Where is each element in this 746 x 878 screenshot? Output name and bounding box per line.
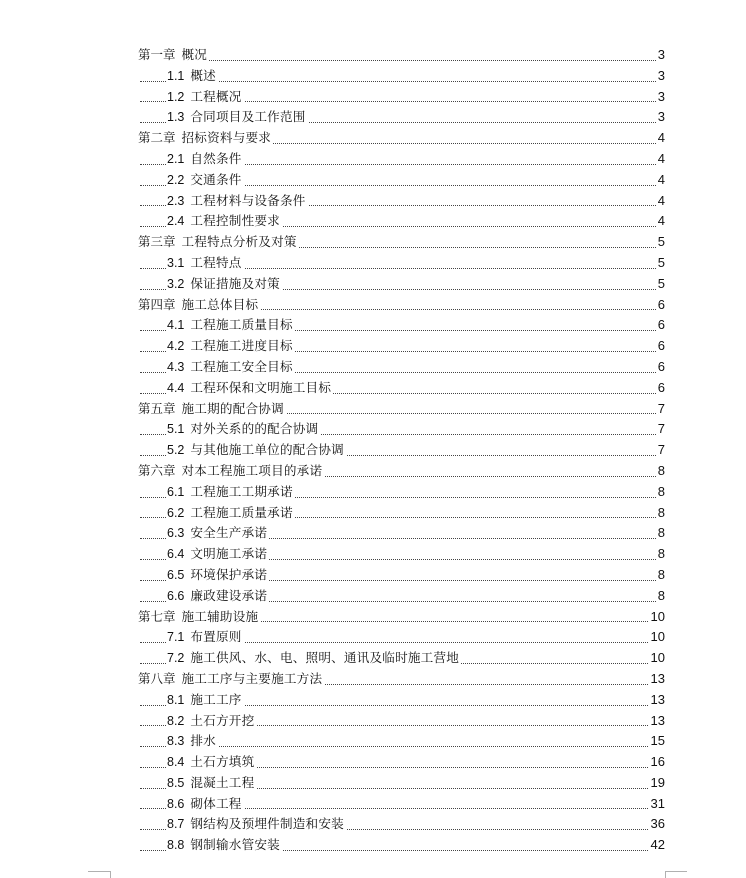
toc-entry-title: 砌体工程: [190, 795, 242, 811]
toc-section-entry[interactable]: [0, 482, 746, 503]
crop-mark-bottom-left-h: [88, 871, 110, 872]
toc-entry-title: 混凝土工程: [190, 774, 255, 790]
toc-section-entry[interactable]: [0, 565, 746, 586]
toc-entry-number: 8.2: [167, 713, 185, 728]
toc-page-number: 19: [649, 773, 665, 794]
toc-entry-label: [167, 752, 256, 773]
toc-entry-number: 8.7: [167, 817, 185, 832]
toc-page-number: 15: [649, 731, 665, 752]
toc-entry-number: 第五章: [138, 401, 176, 416]
toc-section-entry[interactable]: [0, 835, 746, 856]
toc-page-number: 3: [656, 66, 665, 87]
toc-entry-number: 6.5: [167, 567, 185, 582]
toc-entry-number: 3.2: [167, 276, 185, 291]
toc-entry-label: [167, 482, 295, 503]
toc-page-number: 6: [656, 378, 665, 399]
toc-entry-label: [167, 419, 320, 440]
toc-page-number: 10: [649, 648, 665, 669]
toc-dot-leader: [140, 66, 664, 87]
toc-entry-number: 1.1: [167, 68, 185, 83]
toc-page-number: 42: [649, 835, 665, 856]
toc-section-entry[interactable]: [0, 274, 746, 295]
toc-entry-title: 施工供风、水、电、照明、通讯及临时施工营地: [190, 650, 460, 666]
toc-entry-label: [138, 461, 324, 482]
toc-entry-title: 交通条件: [190, 171, 242, 187]
toc-entry-number: 第七章: [138, 609, 176, 624]
toc-page-number: 6: [656, 295, 665, 316]
toc-entry-title: 自然条件: [190, 150, 242, 166]
toc-entry-title: 工程环保和文明施工目标: [190, 379, 332, 395]
toc-entry-title: 工程控制性要求: [190, 213, 280, 229]
toc-entry-number: 1.2: [167, 89, 185, 104]
toc-section-entry[interactable]: [0, 170, 746, 191]
toc-section-entry[interactable]: [0, 752, 746, 773]
toc-entry-label: [138, 232, 299, 253]
toc-entry-label: [167, 627, 244, 648]
toc-page-number: 4: [656, 191, 665, 212]
toc-dot-leader: [140, 731, 664, 752]
toc-section-entry[interactable]: [0, 66, 746, 87]
toc-page-number: 8: [656, 586, 665, 607]
toc-page-number: 13: [649, 711, 665, 732]
toc-page-number: 5: [656, 274, 665, 295]
toc-entry-number: 2.3: [167, 193, 185, 208]
toc-page-number: 6: [656, 315, 665, 336]
toc-entry-label: [138, 399, 286, 420]
toc-entry-title: 钢制输水管安装: [190, 837, 280, 853]
toc-entry-title: 概况: [181, 47, 208, 62]
toc-page-number: 4: [656, 211, 665, 232]
toc-entry-title: 工程施工质量目标: [190, 317, 293, 333]
toc-entry-label: [167, 835, 282, 856]
toc-entry-label: [138, 128, 273, 149]
toc-entry-number: 8.3: [167, 734, 185, 749]
toc-entry-label: [167, 66, 218, 87]
toc-entry-label: [167, 648, 461, 669]
toc-section-entry[interactable]: [0, 191, 746, 212]
toc-entry-title: 工程特点分析及对策: [181, 234, 297, 250]
toc-entry-label: [167, 253, 244, 274]
toc-entry-number: 4.4: [167, 380, 185, 395]
toc-entry-title: 工程施工工期承诺: [190, 483, 293, 499]
toc-entry-number: 8.5: [167, 775, 185, 790]
toc-entry-label: [167, 378, 333, 399]
toc-page-number: 8: [656, 565, 665, 586]
toc-section-entry[interactable]: [0, 357, 746, 378]
toc-page-number: 31: [649, 794, 665, 815]
toc-page-number: 10: [649, 627, 665, 648]
toc-section-entry[interactable]: [0, 107, 746, 128]
toc-entry-number: 第二章: [138, 131, 176, 146]
toc-section-entry[interactable]: [0, 440, 746, 461]
toc-entry-label: [167, 191, 308, 212]
toc-page-number: 13: [649, 690, 665, 711]
toc-entry-title: 工程特点: [190, 254, 242, 270]
crop-mark-bottom-right-h: [665, 871, 687, 872]
toc-entry-number: 8.8: [167, 838, 185, 853]
toc-entry-label: [138, 295, 260, 316]
toc-section-entry[interactable]: [0, 773, 746, 794]
toc-page-number: 4: [656, 128, 665, 149]
toc-section-entry[interactable]: [0, 523, 746, 544]
toc-entry-number: 6.6: [167, 588, 185, 603]
toc-entry-title: 排水: [190, 733, 216, 749]
toc-entry-title: 文明施工承诺: [190, 546, 268, 562]
toc-section-entry[interactable]: [0, 315, 746, 336]
toc-entry-title: 对本工程施工项目的承诺: [181, 462, 323, 478]
toc-entry-title: 施工期的配合协调: [181, 400, 284, 416]
toc-entry-title: 招标资料与要求: [181, 130, 272, 146]
toc-entry-number: 4.3: [167, 359, 185, 374]
toc-entry-title: 廉政建设承诺: [190, 587, 268, 603]
toc-entry-label: [167, 87, 244, 108]
toc-entry-label: [167, 315, 295, 336]
toc-chapter-entry[interactable]: [0, 232, 746, 253]
toc-entry-number: 6.1: [167, 484, 185, 499]
toc-entry-title: 土石方开挖: [190, 712, 255, 728]
toc-section-entry[interactable]: [0, 814, 746, 835]
toc-chapter-entry[interactable]: [0, 128, 746, 149]
toc-page-number: 3: [656, 87, 665, 108]
toc-section-entry[interactable]: [0, 503, 746, 524]
toc-entry-title: 保证措施及对策: [190, 275, 280, 291]
toc-chapter-entry[interactable]: [0, 45, 746, 66]
toc-page-number: 36: [649, 814, 665, 835]
toc-dot-leader: [140, 45, 664, 66]
toc-entry-number: 5.1: [167, 422, 185, 437]
toc-entry-label: [167, 565, 269, 586]
toc-entry-title: 工程施工进度目标: [190, 338, 293, 354]
toc-page-number: 6: [656, 336, 665, 357]
toc-entry-label: [167, 690, 244, 711]
toc-section-entry[interactable]: [0, 711, 746, 732]
toc-section-entry[interactable]: [0, 336, 746, 357]
toc-entry-label: [167, 357, 295, 378]
toc-entry-title: 施工总体目标: [181, 296, 259, 312]
toc-section-entry[interactable]: [0, 794, 746, 815]
toc-entry-number: 第八章: [138, 671, 176, 686]
toc-entry-label: [167, 170, 244, 191]
toc-entry-label: [167, 211, 282, 232]
toc-page-number: 16: [649, 752, 665, 773]
toc-entry-number: 7.2: [167, 651, 185, 666]
toc-entry-number: 2.4: [167, 214, 185, 229]
toc-page-number: 6: [656, 357, 665, 378]
toc-entry-label: [167, 731, 218, 752]
toc-section-entry[interactable]: [0, 731, 746, 752]
toc-entry-number: 6.3: [167, 526, 185, 541]
crop-mark-bottom-left-v: [110, 871, 111, 878]
toc-entry-title: 工程材料与设备条件: [190, 192, 306, 208]
toc-entry-label: [138, 45, 209, 66]
toc-entry-title: 钢结构及预埋件制造和安装: [190, 816, 344, 832]
toc-section-entry[interactable]: [0, 253, 746, 274]
table-of-contents: [0, 45, 746, 856]
toc-entry-number: 1.3: [167, 110, 185, 125]
toc-section-entry[interactable]: [0, 690, 746, 711]
toc-page-number: 8: [656, 503, 665, 524]
toc-entry-title: 工程施工安全目标: [190, 358, 293, 374]
toc-page-number: 5: [656, 232, 665, 253]
toc-page-number: 3: [656, 45, 665, 66]
toc-page-number: 8: [656, 544, 665, 565]
toc-page-number: 7: [656, 399, 665, 420]
toc-page-number: 7: [656, 419, 665, 440]
toc-entry-number: 7.1: [167, 630, 185, 645]
toc-entry-label: [167, 336, 295, 357]
toc-entry-label: [167, 440, 346, 461]
toc-entry-label: [167, 503, 295, 524]
toc-entry-label: [167, 794, 244, 815]
toc-entry-title: 概述: [190, 67, 216, 83]
toc-entry-label: [167, 149, 244, 170]
toc-entry-title: 施工工序与主要施工方法: [181, 670, 323, 686]
toc-entry-title: 土石方填筑: [190, 754, 255, 770]
toc-entry-label: [167, 274, 282, 295]
toc-section-entry[interactable]: [0, 419, 746, 440]
toc-section-entry[interactable]: [0, 544, 746, 565]
toc-entry-title: 施工工序: [190, 691, 242, 707]
toc-entry-number: 8.6: [167, 796, 185, 811]
toc-section-entry[interactable]: [0, 378, 746, 399]
toc-entry-number: 8.4: [167, 755, 185, 770]
toc-entry-label: [167, 523, 269, 544]
toc-entry-number: 第四章: [138, 297, 176, 312]
toc-chapter-entry[interactable]: [0, 669, 746, 690]
toc-page-number: 5: [656, 253, 665, 274]
toc-entry-title: 布置原则: [190, 629, 242, 645]
toc-page-number: 7: [656, 440, 665, 461]
toc-entry-label: [167, 773, 256, 794]
toc-entry-number: 4.2: [167, 339, 185, 354]
toc-page-number: 8: [656, 461, 665, 482]
toc-entry-title: 工程施工质量承诺: [190, 504, 293, 520]
toc-chapter-entry[interactable]: [0, 399, 746, 420]
toc-page-number: 4: [656, 170, 665, 191]
toc-page-number: 10: [649, 607, 665, 628]
toc-chapter-entry[interactable]: [0, 461, 746, 482]
toc-entry-title: 对外关系的的配合协调: [190, 421, 319, 437]
toc-entry-title: 与其他施工单位的配合协调: [190, 442, 344, 458]
toc-entry-number: 3.1: [167, 255, 185, 270]
toc-entry-number: 第六章: [138, 463, 176, 478]
toc-entry-number: 第三章: [138, 235, 176, 250]
toc-entry-title: 安全生产承诺: [190, 525, 268, 541]
toc-entry-label: [138, 669, 324, 690]
toc-entry-number: 8.1: [167, 692, 185, 707]
toc-section-entry[interactable]: [0, 211, 746, 232]
toc-entry-label: [138, 607, 260, 628]
toc-entry-label: [167, 544, 269, 565]
toc-section-entry[interactable]: [0, 149, 746, 170]
toc-entry-title: 施工辅助设施: [181, 608, 259, 624]
toc-page-number: 3: [656, 107, 665, 128]
toc-entry-number: 6.2: [167, 505, 185, 520]
toc-page-number: 4: [656, 149, 665, 170]
toc-entry-number: 4.1: [167, 318, 185, 333]
toc-page-number: 8: [656, 482, 665, 503]
toc-entry-label: [167, 814, 346, 835]
toc-entry-title: 合同项目及工作范围: [190, 109, 306, 125]
toc-chapter-entry[interactable]: [0, 607, 746, 628]
toc-entry-label: [167, 586, 269, 607]
toc-entry-number: 5.2: [167, 443, 185, 458]
toc-section-entry[interactable]: [0, 648, 746, 669]
toc-entry-label: [167, 107, 308, 128]
toc-entry-number: 6.4: [167, 547, 185, 562]
toc-entry-label: [167, 711, 256, 732]
toc-section-entry[interactable]: [0, 87, 746, 108]
crop-mark-bottom-right-v: [665, 871, 666, 878]
toc-page-number: 13: [649, 669, 665, 690]
toc-page-number: 8: [656, 523, 665, 544]
toc-entry-number: 2.2: [167, 172, 185, 187]
toc-entry-title: 工程概况: [190, 88, 242, 104]
toc-section-entry[interactable]: [0, 586, 746, 607]
toc-entry-number: 2.1: [167, 151, 185, 166]
toc-entry-number: 第一章: [138, 48, 176, 62]
toc-chapter-entry[interactable]: [0, 295, 746, 316]
toc-entry-title: 环境保护承诺: [190, 566, 268, 582]
toc-section-entry[interactable]: [0, 627, 746, 648]
